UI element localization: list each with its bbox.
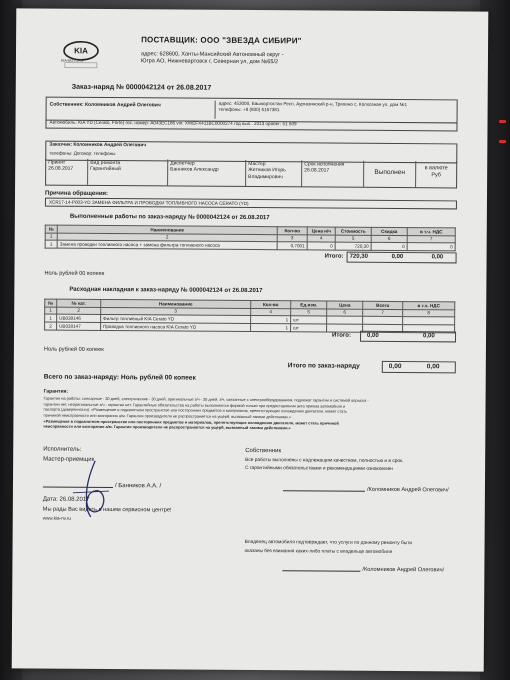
website: www.kia-nv.ru xyxy=(42,515,72,521)
table-row: 1 Замена проводки топливного насоса + замена фильтра топливного насоса 0,7001 0 720,30 0 0 xyxy=(45,241,455,252)
parts-table: № № кат. Наименование Кол-во Ед.изм. Цена Всего в т.ч. НДС 1 2 3 4 5 6 7 8 1 UB030146 Фильтр топливный KIA Cerato YD 1 шт 2 UB030147 Проводка топливного насоса KIA Cerato YD 1 шт xyxy=(44,299,455,334)
info-cell-repair-type: Вид ремонта Гарантийный xyxy=(88,159,168,186)
works-col-cost: Стоимость xyxy=(335,227,371,235)
red-indicator-light xyxy=(499,140,506,143)
red-indicator-light xyxy=(499,120,506,123)
parts-total-words: Ноль рублей 00 копеек xyxy=(43,346,104,353)
grand-total-words: Всего по заказ-наряду: Ноль рублей 00 копеек xyxy=(43,373,196,382)
owner-sign-line1: Все работы выполнены с надлежащим качеством, полностью и в срок. xyxy=(245,457,404,465)
parts-col-qty: Кол-во xyxy=(251,301,291,309)
owner-address-block xyxy=(215,101,459,121)
parts-col-unit: Ед.изм. xyxy=(291,301,327,309)
parts-col-name: Наименование xyxy=(101,299,251,308)
reason-label: Причина обращения: xyxy=(44,190,109,198)
owner-phone: телефоны: +8 (800) 6167381 xyxy=(218,106,280,112)
info-cell-master: Мастер Жетников Игорь Владимирович xyxy=(246,160,302,186)
parts-col-no: № xyxy=(45,299,57,307)
parts-col-price: Цена xyxy=(327,301,363,309)
works-col-no: № xyxy=(45,225,57,233)
owner-address: адрес: 453000, Башкортостан Респ, Аургазинский р-н, Тряпино с, Колхозная ул, дом №1 xyxy=(218,100,408,108)
logo-caption: KIA MOTORS xyxy=(60,58,84,63)
grand-total-vat: 0,00 xyxy=(426,363,440,371)
supplier-address-line1: адрес: 628600, Ханты-Мансийский Автономный округ - xyxy=(140,51,284,59)
executor-label: Исполнитель: xyxy=(43,446,82,453)
reason-text: XCR17-14-P003-YD ЗАМЕНА ФИЛЬТРА И ПРОВОДКИ ТОПЛИВНОГО НАСОСА CERATO (YD) xyxy=(48,199,249,206)
works-total-box xyxy=(347,252,457,264)
supplier-address-line2: Югра АО, Нижневартовск г, Северная ул, дом №65/2 xyxy=(140,58,279,66)
owner-sign-label: Собственник xyxy=(245,447,282,455)
works-title: Выполненные работы по заказ-наряду № 0000042124 от 26.08.2017 xyxy=(69,213,270,222)
works-col-vat: в т.ч. НДС xyxy=(407,228,455,236)
order-info-row xyxy=(45,159,457,189)
owner-name: Собственник: Коломников Андрей Олегович xyxy=(49,101,161,109)
parts-total: 0,00 xyxy=(367,332,379,339)
works-total-words: Ноль рублей 00 копеек xyxy=(44,270,105,277)
info-cell-status: Выполнен xyxy=(364,161,416,187)
owner-confirm-sign-line xyxy=(282,570,360,572)
executor-date: Дата: 26.08.2017 xyxy=(42,496,90,503)
table-row: 2 UB030147 Проводка топливного насоса KIA Cerato YD 1 шт xyxy=(45,322,455,333)
parts-total-vat: 0,00 xyxy=(423,332,435,339)
customer-name: Заказчик: Коломников Андрей Олегович xyxy=(49,142,147,149)
table-row: 1 UB030146 Фильтр топливный KIA Cerato YD 1 шт xyxy=(45,315,455,326)
works-total-vat: 0,00 xyxy=(431,253,444,260)
works-col-name: Наименование xyxy=(57,225,277,234)
works-total-discount: 0,00 xyxy=(391,253,404,260)
executor-master: Мастер-приемщик xyxy=(43,456,95,463)
warranty-title: Гарантия: xyxy=(43,388,69,395)
works-total: 720,30 xyxy=(349,253,368,260)
reason-box xyxy=(45,198,457,210)
info-cell-currency: в валюте Руб xyxy=(424,165,448,179)
order-title: Заказ-наряд № 0000042124 от 26.08.2017 xyxy=(71,83,212,92)
grand-total-label: Итого по заказ-наряду xyxy=(287,362,360,370)
info-cell-accepted: Принят 26.08.2017 xyxy=(46,159,88,185)
parts-total-label: Итого: xyxy=(332,332,351,339)
parts-col-vat: в т.ч. НДС xyxy=(403,302,455,310)
works-total-label: Итого: xyxy=(324,253,344,260)
parts-total-box xyxy=(360,331,456,343)
works-col-price: Цена н/ч xyxy=(307,227,335,235)
owner-sign-name: /Коломников Андрей Олегович/ xyxy=(366,486,449,494)
grand-total-box xyxy=(382,361,456,374)
car-box xyxy=(45,119,457,132)
kia-motors-logo xyxy=(58,39,104,71)
owner-confirm-line1: Владелец автомобиля подтверждает, что услуги по данному ремонту быти xyxy=(244,539,413,547)
parts-title: Расходная накладная к заказ-наряду № 0000042124 от 26.08.2017 xyxy=(69,286,263,295)
svg-text:KIA: KIA xyxy=(74,46,88,56)
car-info: Автомобиль: KIA YD (Cerato, Forte) гос. номер: А043ЕС186 vin: XWEFX411BC0000274 год вып.: 2013 пробег: 51 509 xyxy=(49,119,297,127)
executor-name: / Банников А.А. / xyxy=(114,483,162,490)
owner-confirm-line2: оказаны без взимания каких-либо платы с владельце автомобиля xyxy=(244,548,393,555)
owner-sign-line2: С гарантийными обязательствами и рекомендациями ознакомлен xyxy=(245,465,393,473)
supplier-name: ПОСТАВЩИК: ООО "ЗВЕЗДА СИБИРИ" xyxy=(141,35,302,46)
owner-confirm-name: /Коломников Андрей Олегович/ xyxy=(362,566,445,574)
parts-col-catalog: № кат. xyxy=(57,299,101,307)
work-order-document xyxy=(12,8,489,671)
customer-phones: телефоны: Договор: телефоны xyxy=(49,150,116,157)
grand-total-sum: 0,00 xyxy=(388,362,402,371)
info-cell-dispatcher: Диспетчер Банников Александр xyxy=(168,159,246,186)
info-cell-deadline: Срок исполнения 26.08.2017 xyxy=(302,160,364,186)
warranty-text: Гарантия на работы: слесарные - 30 дней, электрические - 30 дней, оригинальные з/ч - 30 дней, з/ч, связанные с электрооборудованием, подлежат гарантии и системой впрыска - гарантии нет, неоригинальные з/ч - гарантии нет. Гарантийные обязательства на работы выполняются фирмой только при предоставлении акта приема автомобиля и паспорта (доверенности). «Размещение в подкапотном пространстве или посторонних предметов и материалов, препятствующих охлаждению двигателя, может стать причиной неисправности или возгорания а/м. Гарантия производителя не распространяется на ущерб, вызванный такими действиями.» «Размещение в подкапотном пространстве или посторонних предметов и материалов, препятствующих охлаждению двигателя, может стать причиной неисправности или возгорания а/м. Гарантия производителя не распространяется на ущерб, вызванный такими действиями.» xyxy=(43,395,369,431)
works-col-qty: Кол-во xyxy=(277,227,307,235)
slogan: Мы рады Вас видеть в нашем сервисном центре! xyxy=(42,506,172,514)
works-col-discount: Скидка xyxy=(371,227,407,235)
owner-sign-line xyxy=(283,490,365,492)
parts-col-sum: Всего xyxy=(363,301,403,309)
works-table: № Наименование Кол-во Цена н/ч Стоимость Скидка в т.ч. НДС 1 2 3 4 5 6 7 1 Замена проводки топливного насоса + замена фильтра топливного насоса 0,7001 0 720,30 0 0 xyxy=(45,225,456,252)
